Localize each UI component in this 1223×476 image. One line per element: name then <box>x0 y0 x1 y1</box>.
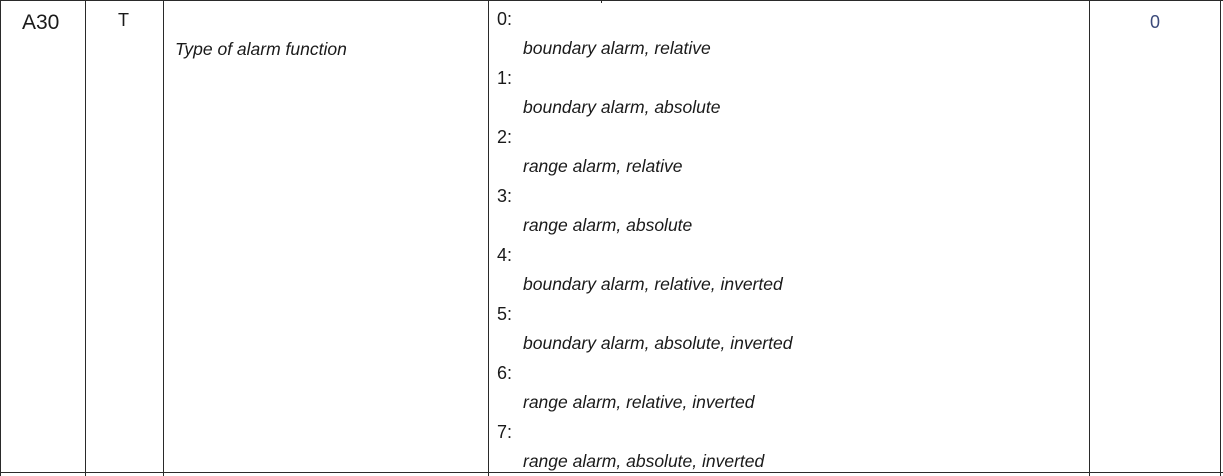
option-number: 4: <box>497 245 513 265</box>
option-number: 6: <box>497 363 513 383</box>
option-item <box>497 177 1087 236</box>
option-item <box>497 295 1087 354</box>
option-item <box>497 354 1087 413</box>
option-item <box>497 236 1087 295</box>
option-number: 1: <box>497 68 513 88</box>
option-label: boundary alarm, absolute <box>523 97 721 117</box>
option-label: range alarm, relative, inverted <box>523 392 755 412</box>
option-number: 3: <box>497 186 513 206</box>
option-label: boundary alarm, absolute, inverted <box>523 333 793 353</box>
option-label: range alarm, relative <box>523 156 683 176</box>
option-list <box>497 0 1087 476</box>
option-item <box>497 59 1087 118</box>
option-item <box>497 0 1087 59</box>
option-label: boundary alarm, relative <box>523 38 711 58</box>
option-item <box>497 413 1087 472</box>
option-number: 0: <box>497 9 513 29</box>
option-label: range alarm, absolute <box>523 215 693 235</box>
parameter-type: T <box>118 10 129 30</box>
option-number: 5: <box>497 304 513 324</box>
parameter-code: A30 <box>22 11 60 34</box>
option-label: boundary alarm, relative, inverted <box>523 274 783 294</box>
column-divider-left <box>0 0 1 476</box>
parameter-description: Type of alarm function <box>175 39 347 59</box>
column-divider-right <box>1220 0 1221 476</box>
option-item <box>497 118 1087 177</box>
column-divider-type-description <box>163 0 164 476</box>
option-number: 2: <box>497 127 513 147</box>
parameter-default-value: 0 <box>1150 12 1161 32</box>
column-divider-description-options <box>488 0 489 476</box>
column-divider-code-type <box>85 0 86 476</box>
option-label: range alarm, absolute, inverted <box>523 451 765 471</box>
column-divider-options-default <box>1089 0 1090 476</box>
option-number: 7: <box>497 422 513 442</box>
